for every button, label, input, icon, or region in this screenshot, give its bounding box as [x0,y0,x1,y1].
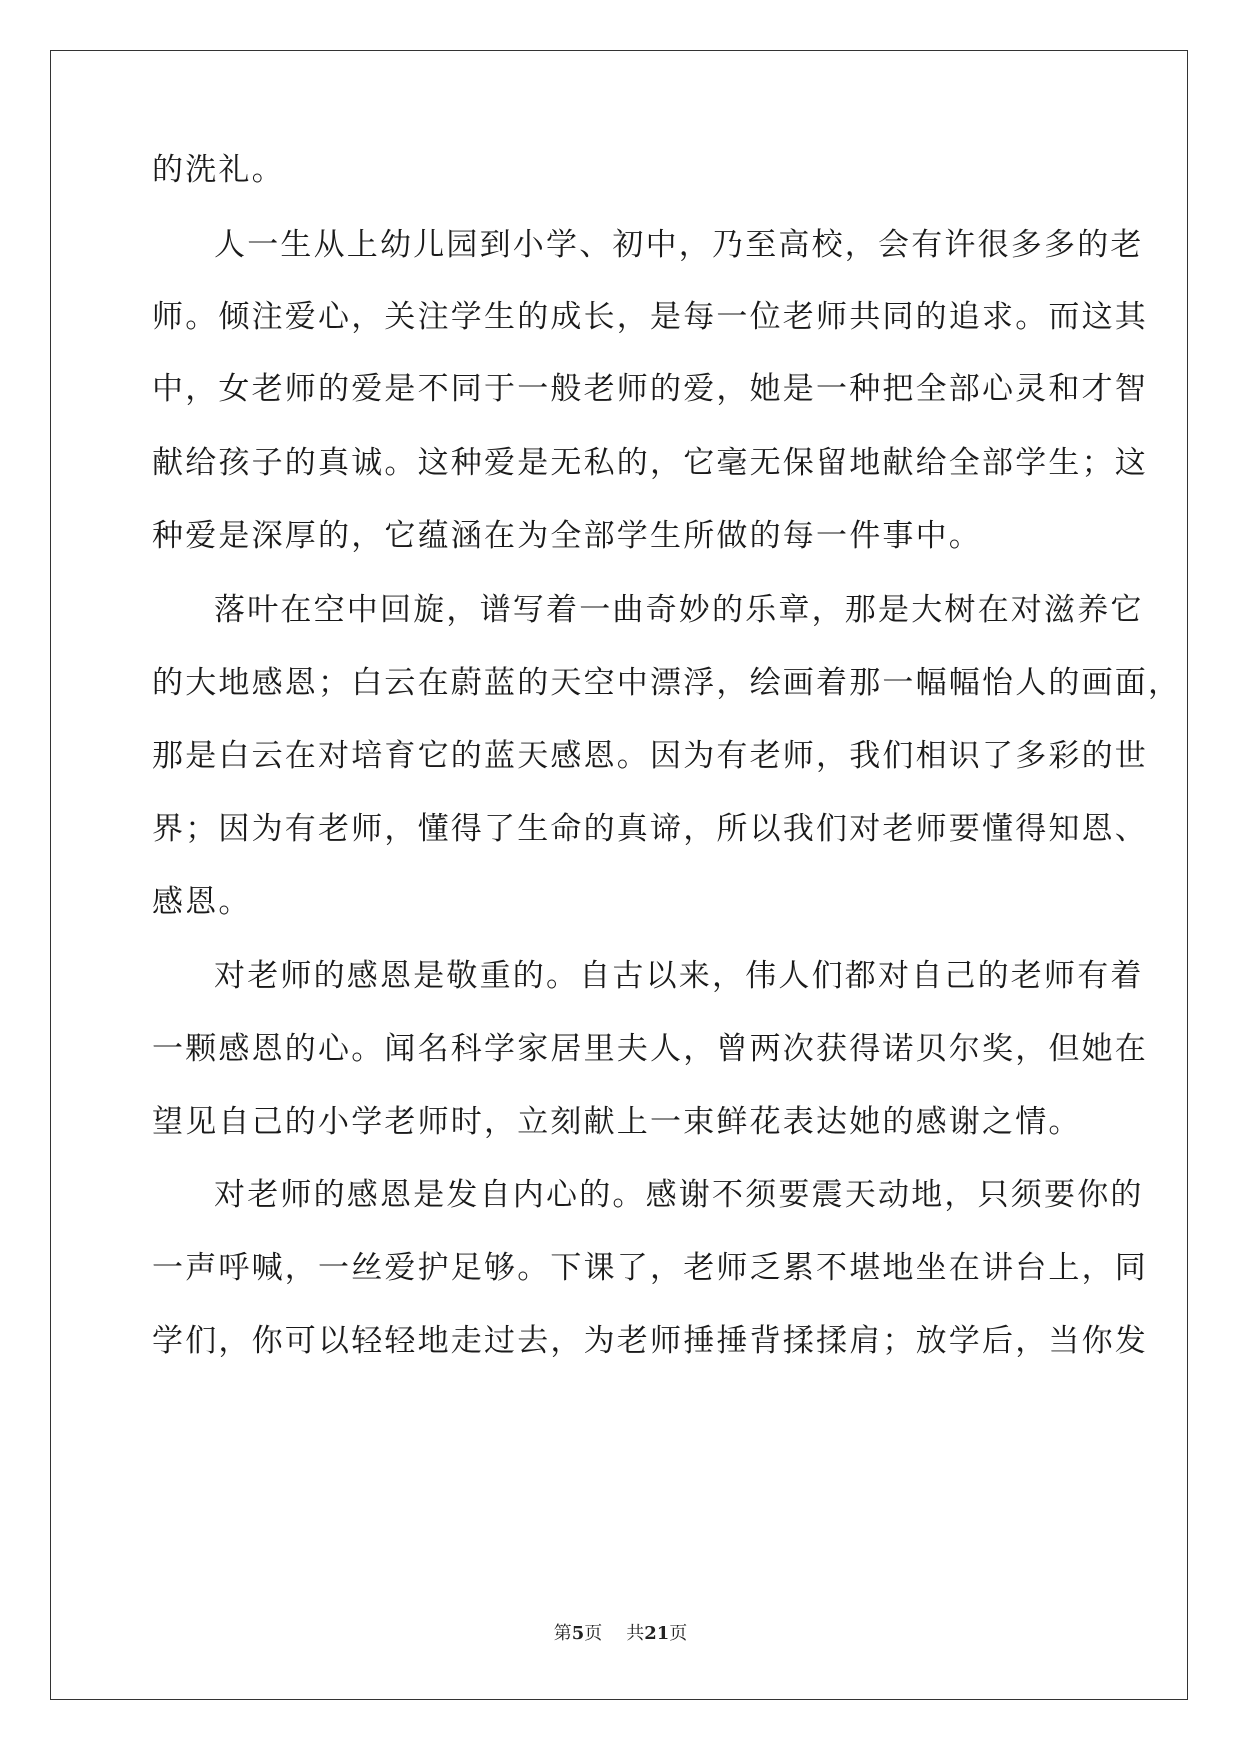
text-line: 的大地感恩；白云在蔚蓝的天空中漂浮，绘画着那一幅幅怡人的画面， [152,665,1182,701]
text-line: 学们，你可以轻轻地走过去，为老师捶捶背揉揉肩；放学后，当你发 [152,1323,1148,1359]
page-number: 5 [571,1623,585,1644]
paragraph-start-line: 落叶在空中回旋，谱写着一曲奇妙的乐章，那是大树在对滋养它 [214,592,1144,628]
footer-page-prefix: 第 [553,1623,572,1644]
text-line: 中，女老师的爱是不同于一般老师的爱，她是一种把全部心灵和才智 [152,371,1148,407]
text-line: 献给孩子的真诚。这种爱是无私的，它毫无保留地献给全部学生；这 [152,445,1148,481]
text-line: 一颗感恩的心。闻名科学家居里夫人，曾两次获得诺贝尔奖，但她在 [152,1031,1148,1067]
paragraph-start-line: 对老师的感恩是敬重的。自古以来，伟人们都对自己的老师有着 [214,958,1144,994]
text-line: 感恩。 [152,884,252,920]
text-line: 望见自己的小学老师时，立刻献上一束鲜花表达她的感谢之情。 [152,1104,1082,1140]
footer-total-suffix: 页 [669,1623,688,1644]
paragraph-start-line: 人一生从上幼儿园到小学、初中，乃至高校，会有许很多多的老 [214,227,1144,263]
text-line: 界；因为有老师，懂得了生命的真谛，所以我们对老师要懂得知恩、 [152,811,1148,847]
total-pages: 21 [644,1623,670,1644]
footer-page-suffix: 页 [584,1623,603,1644]
text-line: 师。倾注爱心，关注学生的成长，是每一位老师共同的追求。而这其 [152,299,1148,335]
page-footer [0,1622,1241,1646]
footer-total-prefix: 共 [626,1623,645,1644]
text-line: 种爱是深厚的，它蕴涵在为全部学生所做的每一件事中。 [152,518,982,554]
text-line: 一声呼喊，一丝爱护足够。下课了，老师乏累不堪地坐在讲台上，同 [152,1250,1148,1286]
text-line: 那是白云在对培育它的蓝天感恩。因为有老师，我们相识了多彩的世 [152,738,1148,774]
text-line: 的洗礼。 [152,152,285,188]
paragraph-start-line: 对老师的感恩是发自内心的。感谢不须要震天动地，只须要你的 [214,1177,1144,1213]
